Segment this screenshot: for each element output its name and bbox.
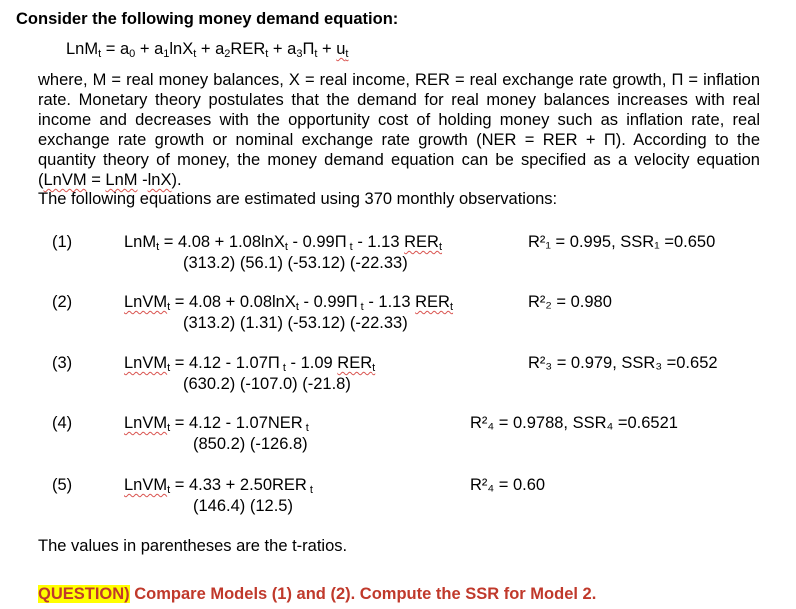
eq-sub: t	[167, 484, 171, 496]
term-lnvm: LnVM	[43, 171, 87, 189]
eq-sub: t	[302, 422, 309, 434]
model-5-equation	[124, 476, 313, 495]
model-1-equation	[124, 233, 442, 252]
eq-term: = 4.08 + 0.08lnX	[170, 293, 296, 311]
eq-term: Π	[302, 40, 315, 58]
model-4-equation	[124, 414, 309, 433]
model-3-tstats: (630.2) (-107.0) (-21.8)	[183, 375, 351, 393]
eq-term: lnX	[169, 40, 194, 58]
eq-sub: t	[284, 241, 288, 253]
eq-term: - 1.09	[285, 354, 338, 372]
paragraph-text: -	[137, 171, 148, 189]
eq-rer: $RER_t$	[337, 354, 376, 374]
eq-lhs: LnM	[124, 233, 157, 251]
eq-sub: 2	[224, 48, 231, 60]
eq-lhs: LnVM	[124, 354, 168, 372]
eq-sub: t	[357, 301, 364, 313]
model-4-stats: R²₄ = 0.9788, SSR₄ =0.6521	[470, 414, 678, 432]
paragraph-text: =	[86, 171, 106, 189]
main-equation	[66, 40, 348, 59]
eq-sub: t	[167, 422, 171, 434]
eq-term: + a	[135, 40, 164, 58]
page-title: Consider the following money demand equation:	[16, 10, 399, 28]
model-4-tstats: (850.2) (-126.8)	[193, 435, 308, 453]
eq-lhs: LnVM	[124, 476, 168, 494]
eq-term: u	[336, 40, 346, 58]
model-number: (3)	[52, 354, 73, 372]
eq-sub: t	[295, 301, 299, 313]
question-text: Compare Models (1) and (2). Compute the SSR for Model 2.	[129, 585, 597, 603]
model-5-stats: R²₄ = 0.60	[470, 476, 546, 494]
eq-term: = 4.33 + 2.50RER	[170, 476, 307, 494]
error-term	[336, 40, 348, 58]
description-paragraph	[38, 70, 760, 190]
eq-sub: t	[306, 484, 313, 496]
eq-sub: t	[156, 241, 160, 253]
eq-term: - 0.99Π	[298, 293, 358, 311]
eq-term: - 1.13	[352, 233, 405, 251]
eq-sub: 0	[129, 48, 136, 60]
eq-sub: t	[279, 362, 286, 374]
eq-term: + a	[196, 40, 225, 58]
eq-sub: t	[193, 48, 197, 60]
model-1-stats: R²₁ = 0.995, SSR₁ =0.650	[528, 233, 716, 251]
eq-sub: t	[346, 241, 353, 253]
model-number: (2)	[52, 293, 73, 311]
eq-term: = 4.12 - 1.07NER	[170, 414, 303, 432]
eq-lhs: LnVM	[124, 414, 168, 432]
model-3-stats: R²₃ = 0.979, SSR₃ =0.652	[528, 354, 718, 372]
observations-sentence: The following equations are estimated using 370 monthly observations:	[38, 190, 558, 208]
eq-term: LnM	[66, 40, 99, 58]
model-2-stats: R²₂ = 0.980	[528, 293, 612, 311]
eq-lhs: LnVM	[124, 293, 168, 311]
model-number: (5)	[52, 476, 73, 494]
model-5-tstats: (146.4) (12.5)	[193, 497, 293, 515]
paragraph-text: ).	[171, 171, 182, 189]
eq-term: - 0.99Π	[287, 233, 347, 251]
eq-term: = 4.12 - 1.07Π	[170, 354, 280, 372]
question-label: QUESTION)	[38, 585, 130, 603]
eq-sub: t	[314, 48, 318, 60]
eq-term: - 1.13	[363, 293, 416, 311]
eq-sub: t	[167, 362, 171, 374]
eq-sub: 1	[163, 48, 170, 60]
eq-rer: $RER_t$	[415, 293, 454, 313]
eq-sub: t	[167, 301, 171, 313]
eq-rer: $RER_t$	[404, 233, 443, 253]
eq-term: RER	[230, 40, 266, 58]
eq-term: + a	[268, 40, 297, 58]
model-number: (4)	[52, 414, 73, 432]
eq-sub: 3	[296, 48, 303, 60]
model-1-tstats: (313.2) (56.1) (-53.12) (-22.33)	[183, 254, 408, 272]
tratio-note: The values in parentheses are the t-ratios.	[38, 537, 348, 555]
eq-term: +	[317, 40, 337, 58]
eq-sub: t	[345, 48, 349, 60]
model-2-equation	[124, 293, 453, 312]
question	[38, 585, 596, 604]
model-3-equation	[124, 354, 375, 373]
paragraph-text: where, M = real money balances, X = real income, RER = real exchange rate growth, Π = inflation rate. Monetary theory postulates that the demand for real money balances increases with real income and decreases with the opportunity cost of holding money such as inflation rate, real exchange rate growth or nominal exchange rate growth (NER = RER + Π). According to the quantity theory of money, the money demand equation can be specified as a velocity equation (	[38, 71, 760, 189]
model-number: (1)	[52, 233, 73, 251]
term-lnm: LnM	[105, 171, 138, 189]
eq-sub: t	[98, 48, 102, 60]
eq-sub: t	[265, 48, 269, 60]
eq-term: = 4.08 + 1.08lnX	[159, 233, 285, 251]
eq-term: = a	[101, 40, 130, 58]
term-lnx: lnX	[147, 171, 172, 189]
model-2-tstats: (313.2) (1.31) (-53.12) (-22.33)	[183, 314, 408, 332]
